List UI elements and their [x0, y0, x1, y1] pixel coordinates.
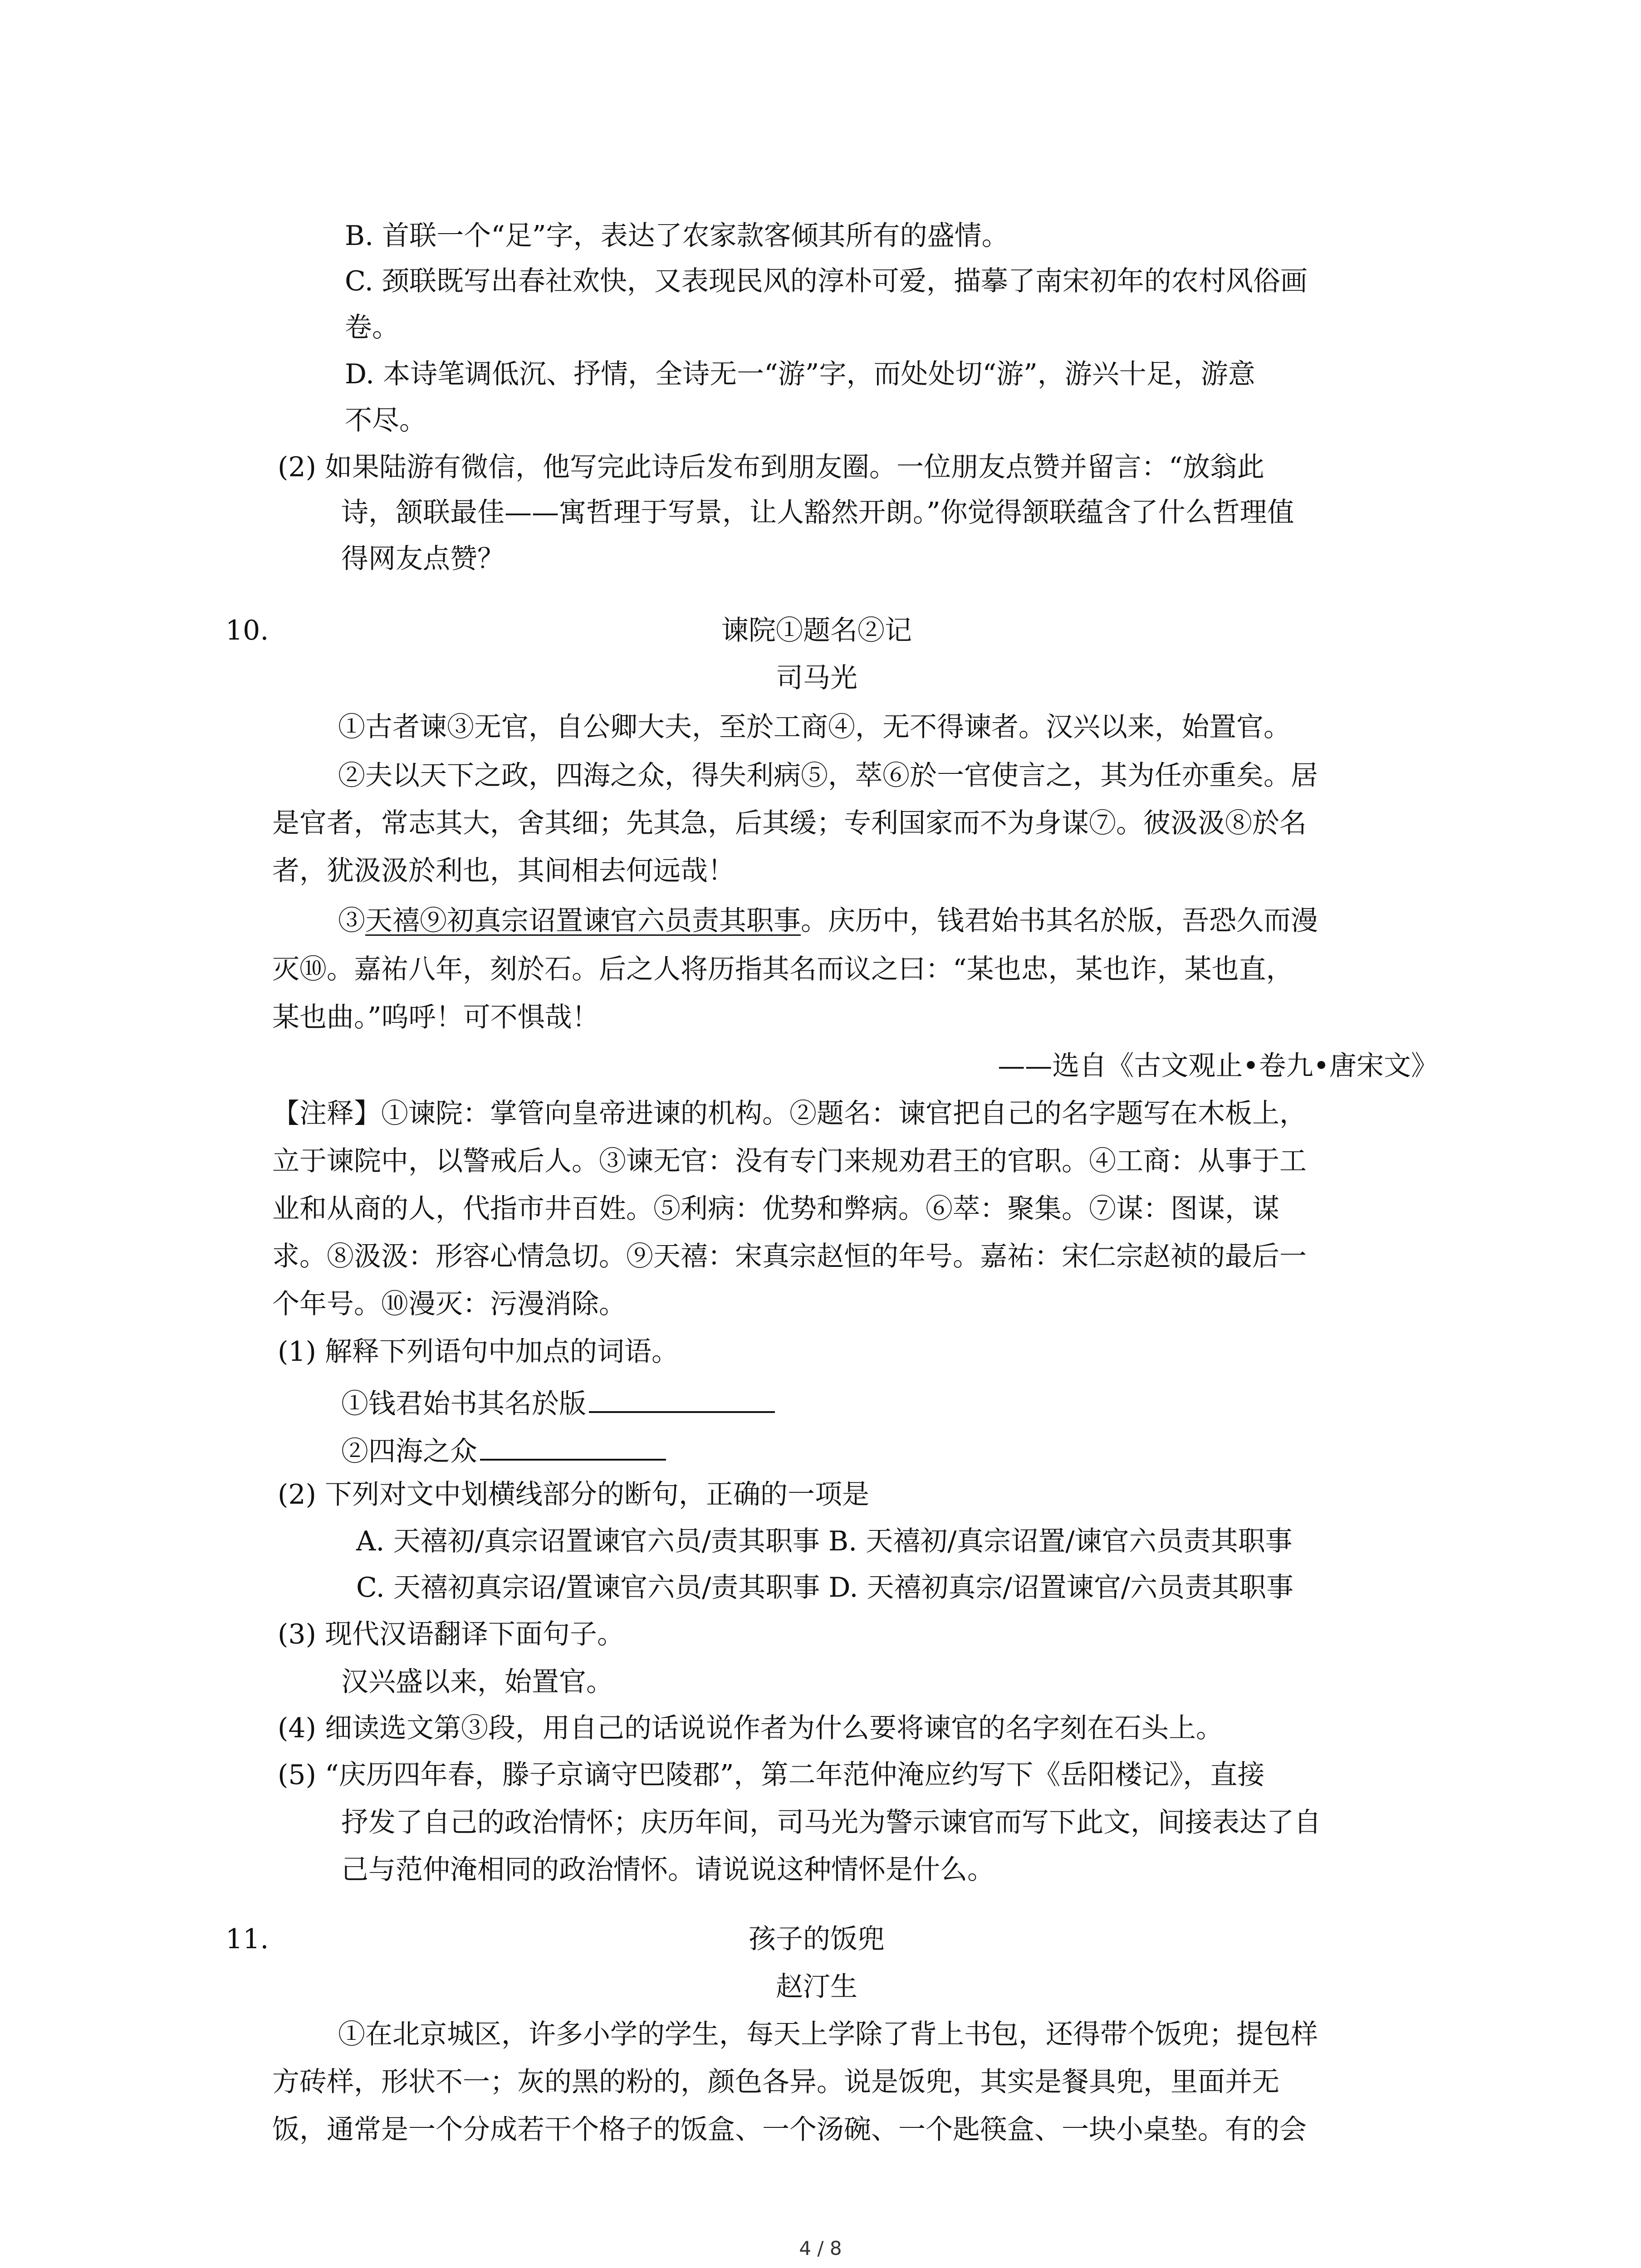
q10-sub1-item-a: ①钱君始书其名於版 — [341, 1386, 775, 1418]
q10-sub1: (1) 解释下列语句中加点的词语。 — [278, 1336, 679, 1368]
q10-para1: ①古者谏③无官，自公卿大夫，至於工商④，无不得谏者。汉兴以来，始置官。 — [338, 711, 1291, 743]
q11-para1-line1: ①在北京城区，许多小学的学生，每天上学除了背上书包，还得带个饭兜；提包样 — [338, 2019, 1318, 2050]
q10-sub2-options-cd: C. 天禧初真宗诏/置谏官六员/责其职事 D. 天禧初真宗/诏置谏官/六员责其职事 — [356, 1572, 1293, 1603]
q10-sub4: (4) 细读选文第③段，用自己的话说说作者为什么要将谏官的名字刻在石头上。 — [278, 1712, 1224, 1744]
q9-sub2-line3: 得网友点赞？ — [341, 543, 505, 575]
page-number: 4 / 8 — [799, 2237, 842, 2259]
q10-underlined-sentence: 天禧⑨初真宗诏置谏官六员责其职事 — [365, 905, 801, 937]
q10-note-line4: 求。⑧汲汲：形容心情急切。⑨天禧：宋真宗赵恒的年号。嘉祐：宋仁宗赵祯的最后一 — [272, 1241, 1307, 1272]
q10-sub5-line2: 抒发了自己的政治情怀；庆历年间，司马光为警示谏官而写下此文，间接表达了自 — [341, 1807, 1321, 1838]
q9-option-c-line1: C. 颈联既写出春社欢快，又表现民风的淳朴可爱，描摹了南宋初年的农村风俗画 — [345, 265, 1308, 297]
q10-para2-line2: 是官者，常志其大，舍其细；先其急，后其缓；专利国家而不为身谋⑦。彼汲汲⑧於名 — [272, 807, 1307, 839]
q11-title: 孩子的饭兜 — [749, 1923, 885, 1955]
q10-sub1-item-b: ②四海之众 — [341, 1433, 666, 1465]
q10-sub3: (3) 现代汉语翻译下面句子。 — [278, 1618, 625, 1650]
q11-author: 赵汀生 — [776, 1971, 857, 2003]
q10-sub2: (2) 下列对文中划横线部分的断句，正确的一项是 — [278, 1479, 870, 1510]
q11-para1-line2: 方砖样，形状不一；灰的黑的粉的，颜色各异。说是饭兜，其实是餐具兜，里面并无 — [272, 2066, 1279, 2098]
q11-number: 11. — [225, 1923, 269, 1955]
q9-option-c-line2: 卷。 — [345, 312, 399, 343]
q10-para2-line1: ②夫以天下之政，四海之众，得失利病⑤，萃⑥於一官使言之，其为任亦重矣。居 — [338, 760, 1318, 792]
q10-para3-mark: ③ — [338, 905, 365, 937]
q10-title: 谏院①题名②记 — [721, 615, 912, 646]
q10-para3-line2: 灭⑩。嘉祐八年，刻於石。后之人将历指其名而议之曰：“某也忠，某也诈，某也直， — [272, 953, 1293, 985]
q9-option-d-line1: D. 本诗笔调低沉、抒情，全诗无一“游”字，而处处切“游”，游兴十足，游意 — [345, 358, 1255, 390]
q9-option-d-line2: 不尽。 — [345, 405, 426, 436]
q11-para1-line3: 饭，通常是一个分成若干个格子的饭盒、一个汤碗、一个匙筷盒、一块小桌垫。有的会 — [272, 2114, 1307, 2146]
q10-sub5-line3: 己与范仲淹相同的政治情怀。请说说这种情怀是什么。 — [341, 1854, 994, 1886]
q10-sub5-line1: (5) “庆历四年春，滕子京谪守巴陵郡”，第二年范仲淹应约写下《岳阳楼记》，直接 — [278, 1759, 1265, 1791]
q10-note-line2: 立于谏院中，以警戒后人。③谏无官：没有专门来规劝君王的官职。④工商：从事于工 — [272, 1145, 1307, 1177]
q10-note-line3: 业和从商的人，代指市井百姓。⑤利病：优势和弊病。⑥萃：聚集。⑦谋：图谋，谋 — [272, 1193, 1279, 1225]
q9-sub2-line2: 诗，颔联最佳——寓哲理于写景，让人豁然开朗。”你觉得颔联蕴含了什么哲理值 — [341, 497, 1294, 528]
q10-para3-line1 — [338, 905, 1318, 937]
q10-note-line5: 个年号。⑩漫灭：污漫消除。 — [272, 1288, 626, 1320]
q10-para3-rest: 。庆历中，钱君始书其名於版，吾恐久而漫 — [801, 905, 1318, 937]
q10-source: ——选自《古文观止•卷九•唐宋文》 — [998, 1050, 1438, 1082]
q9-sub2-line1: (2) 如果陆游有微信，他写完此诗后发布到朋友圈。一位朋友点赞并留言：“放翁此 — [278, 451, 1264, 483]
q10-number: 10. — [225, 615, 269, 646]
q10-author: 司马光 — [776, 662, 857, 694]
q10-note-line1: 【注释】①谏院：掌管向皇帝进谏的机构。②题名：谏官把自己的名字题写在木板上， — [272, 1098, 1307, 1129]
q10-sub3-sentence: 汉兴盛以来，始置官。 — [341, 1666, 613, 1698]
answer-blank-2[interactable] — [480, 1433, 666, 1461]
q10-para2-line3: 者，犹汲汲於利也，其间相去何远哉！ — [272, 855, 735, 887]
q10-sub2-options-ab: A. 天禧初/真宗诏置谏官六员/责其职事 B. 天禧初/真宗诏置/谏官六员责其职事 — [356, 1525, 1293, 1557]
answer-blank-1[interactable] — [589, 1386, 775, 1413]
q9-option-b: B. 首联一个“足”字，表达了农家款客倾其所有的盛情。 — [345, 220, 1009, 252]
q10-para3-line3: 某也曲。”呜呼！可不惧哉！ — [272, 1002, 599, 1033]
